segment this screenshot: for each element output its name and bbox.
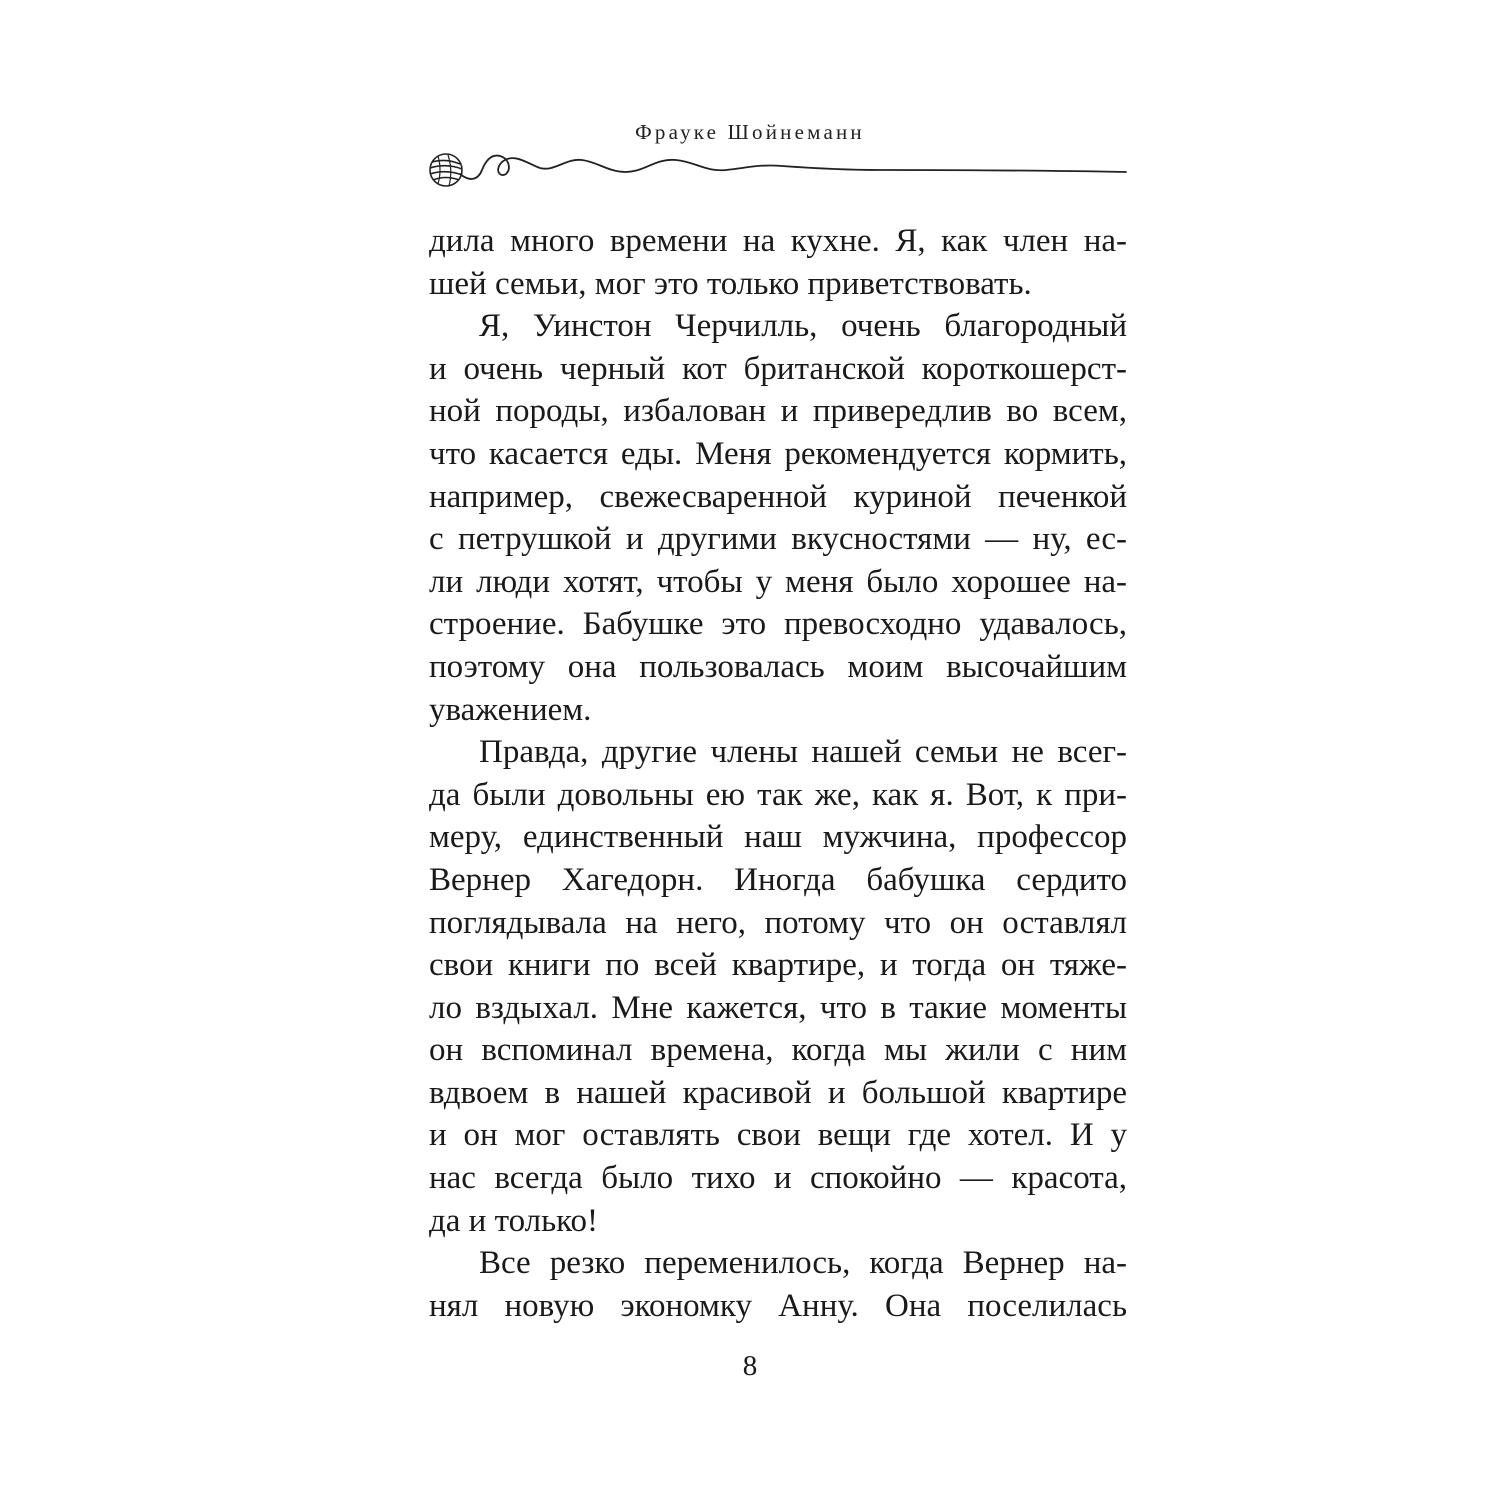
text-line: да и только! <box>429 1202 599 1239</box>
text-line: нас всегда было тихо и спокойно — красота, <box>429 1160 1127 1197</box>
text-line: Правда, другие члены нашей семьи не всег- <box>479 734 1127 771</box>
text-line: Я, Уинстон Черчилль, очень благородный <box>479 308 1127 345</box>
paragraph <box>429 220 1127 305</box>
text-line: и очень черный кот британской короткошерст- <box>429 350 1127 387</box>
text-line: поглядывала на него, потому что он оставлял <box>429 904 1127 941</box>
text-line: что касается еды. Меня рекомендуется кормить, <box>429 435 1127 472</box>
text-line: ло вздыхал. Мне кажется, что в такие моменты <box>429 989 1127 1026</box>
text-line: Все резко переменилось, когда Вернер на- <box>479 1245 1127 1282</box>
text-line: вдвоем в нашей красивой и большой квартире <box>429 1074 1127 1111</box>
paragraph <box>429 1242 1127 1327</box>
text-line: да были довольны ею так же, как я. Вот, к при- <box>429 776 1127 813</box>
paragraph <box>429 731 1127 1242</box>
text-line: меру, единственный наш мужчина, профессор <box>429 819 1127 856</box>
text-line: шей семьи, мог это только приветствовать. <box>429 265 1032 302</box>
text-line: Вернер Хагедорн. Иногда бабушка сердито <box>429 861 1127 898</box>
text-line: ной породы, избалован и привередлив во всем, <box>429 393 1127 430</box>
yarn-thread <box>460 156 1126 179</box>
text-line: нял новую экономку Анну. Она поселилась <box>429 1287 1127 1324</box>
running-head-author: Фрауке Шойнеманн <box>635 120 865 144</box>
body-text <box>429 220 1127 1324</box>
text-line: и он мог оставлять свои вещи где хотел. И у <box>429 1117 1127 1154</box>
text-line: ли люди хотят, чтобы у меня было хорошее на- <box>429 563 1127 600</box>
text-line: он вспоминал времена, когда мы жили с ним <box>429 1032 1127 1069</box>
text-line: поэтому она пользовалась моим высочайшим <box>429 648 1127 685</box>
text-line: свои книги по всей квартире, и тогда он тяже- <box>429 947 1127 984</box>
yarn-ball-thread-ornament <box>420 148 1140 194</box>
text-line: дила много времени на кухне. Я, как член на- <box>429 223 1127 259</box>
text-line: строение. Бабушке это превосходно удавалось, <box>429 606 1127 643</box>
paragraph <box>429 305 1127 731</box>
page-number: 8 <box>742 1350 758 1382</box>
text-line: с петрушкой и другими вкусностями — ну, ес- <box>429 521 1127 558</box>
text-line: уважением. <box>429 691 592 728</box>
text-line: например, свежесваренной куриной печенкой <box>429 478 1127 515</box>
yarn-ball-icon <box>430 154 462 186</box>
